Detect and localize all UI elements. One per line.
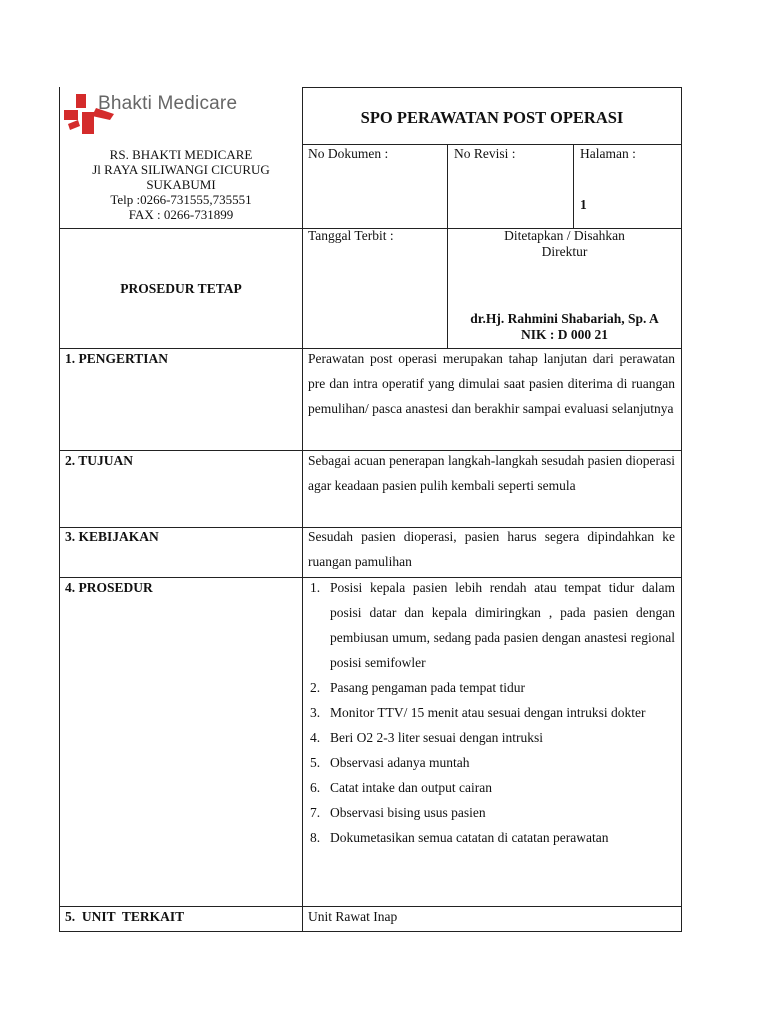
prosedur-label: 4. PROSEDUR xyxy=(65,580,153,595)
logo-text: Bhakti Medicare xyxy=(98,93,238,114)
kebijakan-text xyxy=(308,524,675,574)
approval-label: Ditetapkan / Disahkan xyxy=(504,228,625,243)
pengertian-label: 1. PENGERTIAN xyxy=(65,351,169,366)
approval-block xyxy=(448,228,681,260)
prosedur-step xyxy=(302,800,675,825)
halaman-label: Halaman : xyxy=(580,146,636,161)
tujuan-label: 2. TUJUAN xyxy=(65,453,134,468)
border-top xyxy=(302,87,682,88)
step-number: 8. xyxy=(310,830,321,845)
no-revisi-label: No Revisi : xyxy=(454,146,516,161)
unit-terkait-text: Unit Rawat Inap xyxy=(308,909,398,924)
tanggal-terbit-label: Tanggal Terbit : xyxy=(308,228,394,243)
prosedur-list xyxy=(302,575,675,850)
step-text: Beri O2 2-3 liter sesuai dengan intruksi xyxy=(330,730,543,745)
approval-title: Direktur xyxy=(541,244,588,259)
hospital-address: Jl RAYA SILIWANGI CICURUG xyxy=(92,162,270,177)
step-text: Posisi kepala pasien lebih rendah atau tempat tidur dalam posisi datar dan kepala dimiringkan , pada pasien dengan pembiusan umum, sedang pada pasien dengan anastesi regional posisi semifowler xyxy=(330,580,675,670)
step-text: Observasi adanya muntah xyxy=(330,755,470,770)
tujuan-content: Sebagai acuan penerapan langkah-langkah sesudah pasien dioperasi agar keadaan pasien pulih kembali seperti semula xyxy=(308,453,675,493)
step-number: 3. xyxy=(310,705,321,720)
border-prosedur-bottom xyxy=(59,906,682,907)
hospital-phone: Telp :0266-731555,735551 xyxy=(110,192,252,207)
prosedur-step xyxy=(302,575,675,675)
unit-terkait-label: 5. UNIT TERKAIT xyxy=(65,909,185,924)
logo xyxy=(62,90,300,138)
tujuan-text xyxy=(308,448,675,498)
pengertian-content: Perawatan post operasi merupakan tahap lanjutan dari perawatan pre dan intra operatif yang dimulai saat pasien diterima di ruangan pemulihan/ pasca anastesi dan berakhir sampai evaluasi selanjutnya xyxy=(308,351,675,416)
pengertian-text xyxy=(308,346,675,421)
kebijakan-label: 3. KEBIJAKAN xyxy=(65,529,159,544)
step-text: Observasi bising usus pasien xyxy=(330,805,486,820)
director-nik: NIK : D 000 21 xyxy=(521,327,608,342)
document-title: SPO PERAWATAN POST OPERASI xyxy=(360,108,624,127)
director-name: dr.Hj. Rahmini Shabariah, Sp. A xyxy=(470,311,659,326)
step-number: 1. xyxy=(310,580,321,595)
hospital-fax: FAX : 0266-731899 xyxy=(128,207,234,222)
step-number: 5. xyxy=(310,755,321,770)
prosedur-step xyxy=(302,775,675,800)
step-text: Catat intake dan output cairan xyxy=(330,780,492,795)
border-halaman xyxy=(573,144,574,228)
hospital-info xyxy=(60,147,302,222)
prosedur-step xyxy=(302,825,675,850)
step-number: 7. xyxy=(310,805,321,820)
step-text: Monitor TTV/ 15 menit atau sesuai dengan intruksi dokter xyxy=(330,705,646,720)
prosedur-step xyxy=(302,675,675,700)
kebijakan-content: Sesudah pasien dioperasi, pasien harus segera dipindahkan ke ruangan pamulihan xyxy=(308,529,675,569)
prosedur-step xyxy=(302,725,675,750)
prosedur-step xyxy=(302,700,675,725)
border-title-bottom xyxy=(302,144,682,145)
border-right xyxy=(681,87,682,932)
border-revisi xyxy=(447,144,448,228)
step-text: Dokumetasikan semua catatan di catatan perawatan xyxy=(330,830,609,845)
step-text: Pasang pengaman pada tempat tidur xyxy=(330,680,525,695)
step-number: 2. xyxy=(310,680,321,695)
director-block xyxy=(448,311,681,343)
step-number: 4. xyxy=(310,730,321,745)
hospital-name: RS. BHAKTI MEDICARE xyxy=(109,147,253,162)
prosedur-step xyxy=(302,750,675,775)
section-prosedur-tetap: PROSEDUR TETAP xyxy=(120,281,242,296)
border-bottom xyxy=(59,931,682,932)
halaman-value: 1 xyxy=(580,197,587,212)
hospital-city: SUKABUMI xyxy=(146,177,216,192)
no-dokumen-label: No Dokumen : xyxy=(308,146,389,161)
step-number: 6. xyxy=(310,780,321,795)
